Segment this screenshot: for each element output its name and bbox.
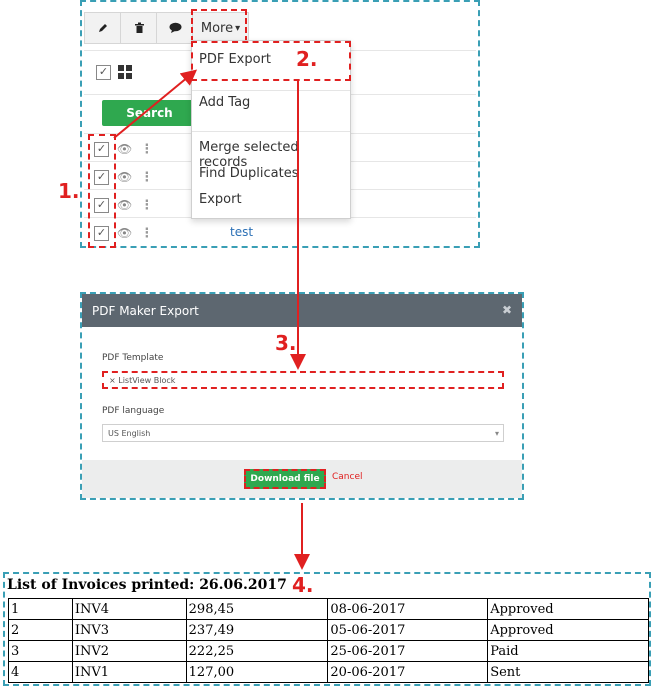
menu-item-find-duplicates[interactable]: Find Duplicates — [199, 166, 299, 181]
record-link[interactable]: test — [230, 225, 254, 239]
table-cell: 298,45 — [186, 599, 328, 620]
table-cell: INV3 — [72, 620, 186, 641]
download-file-button[interactable]: Download file — [244, 469, 326, 489]
close-icon[interactable]: ✖ — [501, 303, 512, 317]
table-cell: INV4 — [72, 599, 186, 620]
menu-item-merge-records[interactable]: Merge selected records — [199, 140, 299, 170]
row-checkbox[interactable]: ✓ — [94, 170, 109, 185]
step-label-3: 3. — [275, 331, 297, 355]
eye-icon[interactable]: 👁 — [117, 142, 133, 156]
table-cell: 3 — [9, 641, 73, 662]
menu-item-pdf-export[interactable]: PDF Export — [199, 52, 272, 67]
cancel-link[interactable]: Cancel — [332, 472, 363, 482]
menu-item-export[interactable]: Export — [199, 192, 242, 207]
row-checkbox[interactable]: ✓ — [94, 198, 109, 213]
table-cell: 1 — [9, 599, 73, 620]
pdf-title: List of Invoices printed: 26.06.2017 — [7, 577, 287, 593]
more-vertical-icon[interactable]: ⋮ — [140, 225, 154, 241]
modal-title: PDF Maker Export — [92, 303, 199, 318]
template-value: × ListView Block — [109, 375, 176, 385]
more-label: More — [200, 20, 234, 36]
table-cell: 4 — [9, 662, 73, 683]
table-cell: 20-06-2017 — [328, 662, 488, 683]
table-cell: 25-06-2017 — [328, 641, 488, 662]
table-cell: Paid — [488, 641, 649, 662]
table-cell: INV1 — [72, 662, 186, 683]
chevron-down-icon: ▾ — [494, 428, 499, 438]
eye-icon[interactable]: 👁 — [117, 226, 133, 240]
table-cell: Approved — [488, 620, 649, 641]
step-label-1: 1. — [58, 179, 80, 203]
table-cell: 127,00 — [186, 662, 328, 683]
more-vertical-icon[interactable]: ⋮ — [140, 197, 154, 213]
table-cell: INV2 — [72, 641, 186, 662]
table-cell: Approved — [488, 599, 649, 620]
table-cell: 2 — [9, 620, 73, 641]
language-value: US English — [108, 428, 151, 438]
language-label: PDF language — [102, 406, 165, 416]
step-label-4: 4. — [292, 573, 314, 597]
menu-item-add-tag[interactable]: Add Tag — [199, 95, 251, 110]
table-cell: 222,25 — [186, 641, 328, 662]
more-vertical-icon[interactable]: ⋮ — [140, 169, 154, 185]
table-cell: 08-06-2017 — [328, 599, 488, 620]
step-label-2: 2. — [296, 47, 318, 71]
select-all-checkbox[interactable]: ✓ — [96, 65, 111, 80]
table-cell: 05-06-2017 — [328, 620, 488, 641]
eye-icon[interactable]: 👁 — [117, 170, 133, 184]
arrow-step1-to-step2 — [114, 72, 194, 138]
more-vertical-icon[interactable]: ⋮ — [140, 141, 154, 157]
chevron-down-icon: ▾ — [235, 22, 241, 34]
table-cell: 237,49 — [186, 620, 328, 641]
search-button[interactable]: Search — [102, 100, 197, 126]
row-checkbox[interactable]: ✓ — [94, 226, 109, 241]
table-cell: Sent — [488, 662, 649, 683]
row-checkbox[interactable]: ✓ — [94, 142, 109, 157]
template-label: PDF Template — [102, 353, 164, 363]
eye-icon[interactable]: 👁 — [117, 198, 133, 212]
